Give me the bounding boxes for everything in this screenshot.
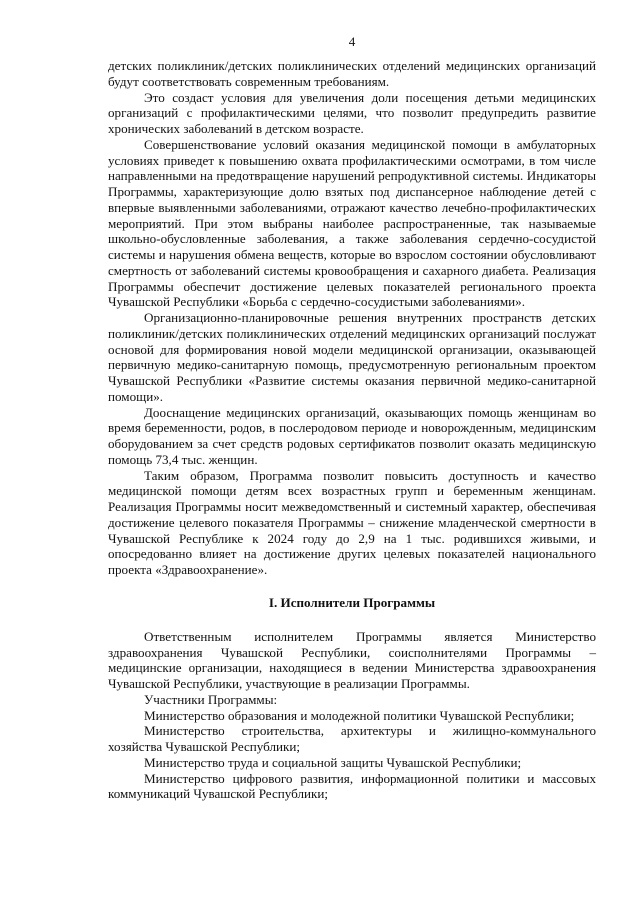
paragraph-program-summary: Таким образом, Программа позволит повысить доступность и качество медицинской помощи детям всех возрастных групп и беременным женщинам. Реализация Программы носит межведомственный и системный характер, обеспечивая достижение целевого показателя Программы – снижение младенческой смертности в Чувашской Республике к 2024 году до 2,9 на 1 тыс. родившихся живыми, и опосредованно влияет на достижение других целевых показателей национального проекта «Здравоохранение». [108, 467, 596, 577]
participant-item-digital: Министерство цифрового развития, информационной политики и массовых коммуникаций Чувашской Республики; [108, 770, 596, 802]
participant-item-construction: Министерство строительства, архитектуры и жилищно-коммунального хозяйства Чувашской Республики; [108, 723, 596, 754]
document-page [108, 34, 596, 802]
page-number: 4 [348, 34, 356, 49]
paragraph-equipment-birth-certificates: Дооснащение медицинских организаций, оказывающих помощь женщинам во время беременности, родов, в послеродовом периоде и новорожденным, медицинским оборудованием за счет средств родовых сертификатов позволит оказать медицинскую помощь 73,4 тыс. женщин. [108, 404, 596, 467]
paragraph-planning-solutions: Организационно-планировочные решения внутренних пространств детских поликлиник/детских поликлинических отделений медицинских организаций послужат основой для формирования новой модели медицинской организации, оказывающей первичную медико-санитарную помощь, предусмотренную региональным проектом Чувашской Республики «Развитие системы оказания первичной медико-санитарной помощи». [108, 310, 596, 404]
paragraph-responsible-executor: Ответственным исполнителем Программы является Министерство здравоохранения Чувашской Республики, соисполнителями Программы – медицинские организации, находящиеся в ведении Министерства здравоохранения Чувашской Республики, участвующие в реализации Программы. [108, 628, 596, 691]
paragraph-polyclinics-standards: детских поликлиник/детских поликлинических отделений медицинских организаций будут соответствовать современным требованиям. [108, 58, 596, 89]
section-heading: I. Исполнители Программы [268, 594, 436, 610]
participant-item-labor: Министерство труда и социальной защиты Чувашской Республики; [144, 754, 522, 770]
paragraph-outpatient-improvement: Совершенствование условий оказания медицинской помощи в амбулаторных условиях приведет к повышению охвата профилактическими осмотрами, в том числе направленными на предотвращение нарушений репродуктивной системы. Индикаторы Программы, характеризующие долю взятых под диспансерное наблюдение детей с впервые выявленными заболеваниями, отражают качество лечебно-профилактических мероприятий. При этом выбраны наиболее распространенные, так называемые школьно-обусловленные заболевания, а также заболевания сердечно-сосудистой системы и нарушения обмена веществ, которые во взрослом состоянии обусловливают смертность от заболеваний системы кровообращения и сахарного диабета. Реализация Программы обеспечит достижение целевых показателей регионального проекта Чувашской Республики «Борьба с сердечно-сосудистыми заболеваниями». [108, 136, 596, 310]
paragraph-preventive-visits: Это создаст условия для увеличения доли посещения детьми медицинских организаций с профилактическими целями, что позволит предупредить развитие хронических заболеваний в детском возрасте. [108, 89, 596, 136]
paragraph-participants-label: Участники Программы: [144, 691, 278, 707]
participant-item-education: Министерство образования и молодежной политики Чувашской Республики; [144, 707, 575, 723]
